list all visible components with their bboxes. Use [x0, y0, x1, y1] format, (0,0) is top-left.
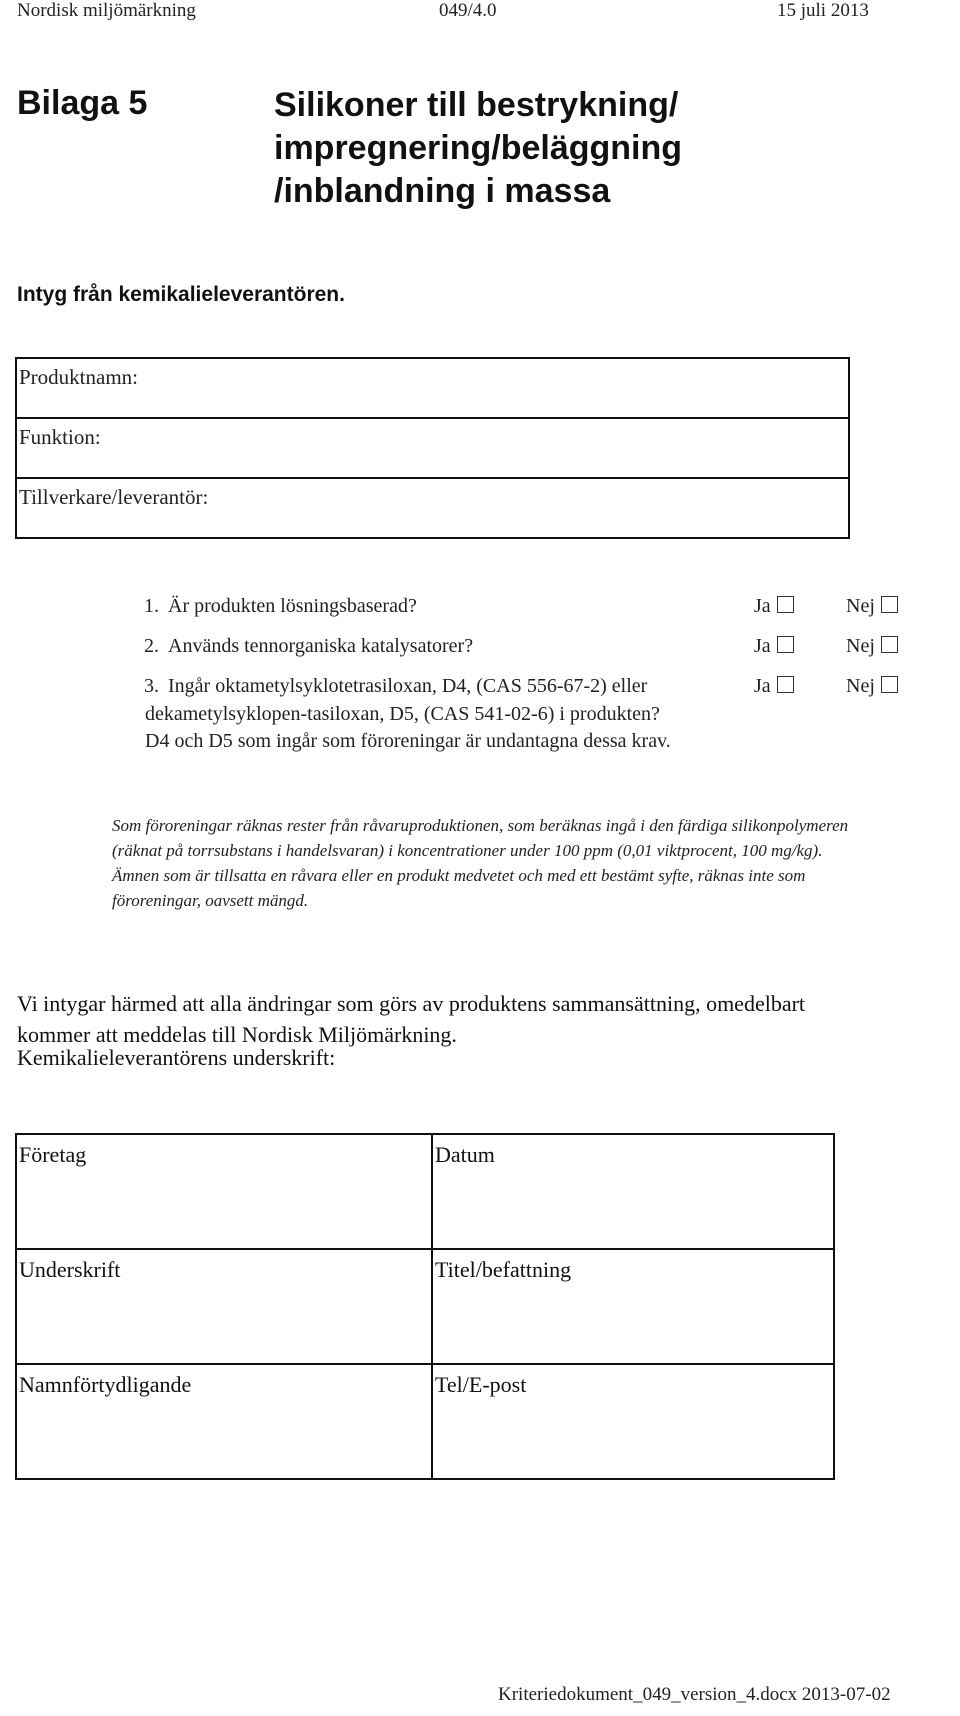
checkbox-icon[interactable] — [881, 596, 898, 613]
field-label: Titel/befattning — [435, 1257, 572, 1282]
question-number: 2. — [144, 635, 159, 657]
no-label: Nej — [846, 675, 875, 697]
phone-email-field[interactable] — [432, 1364, 834, 1479]
field-label: Namnförtydligande — [19, 1372, 192, 1397]
product-name-field[interactable] — [16, 358, 849, 418]
no-label: Nej — [846, 595, 875, 617]
question-exception-note: D4 och D5 som ingår som föroreningar är undantagna dessa krav. — [145, 730, 671, 752]
footer: Kriteriedokument_049_version_4.docx 2013-07-02 — [498, 1684, 891, 1705]
field-label: Tillverkare/leverantör: — [19, 485, 209, 509]
checkbox-icon[interactable] — [777, 676, 794, 693]
question-number: 3. — [144, 675, 159, 697]
product-info-table — [15, 357, 850, 539]
question-1 — [0, 595, 960, 625]
checkbox-icon[interactable] — [881, 676, 898, 693]
subtitle: Intyg från kemikalieleverantören. — [17, 283, 345, 306]
impurity-note — [112, 813, 922, 913]
title-position-field[interactable] — [432, 1249, 834, 1364]
signature-field[interactable] — [16, 1249, 432, 1364]
note-line: föroreningar, oavsett mängd. — [112, 891, 309, 910]
field-label: Datum — [435, 1142, 495, 1167]
answer-yes[interactable] — [754, 675, 794, 698]
question-number: 1. — [144, 595, 159, 617]
company-field[interactable] — [16, 1134, 432, 1249]
header-center: 049/4.0 — [439, 0, 497, 21]
declaration-line: Vi intygar härmed att alla ändringar som görs av produktens sammansättning, omedelbart — [17, 991, 806, 1016]
answer-no[interactable] — [846, 595, 898, 618]
checkbox-icon[interactable] — [777, 636, 794, 653]
field-label: Produktnamn: — [19, 365, 138, 389]
signature-heading: Kemikalieleverantörens underskrift: — [17, 1045, 336, 1070]
question-text: Ingår oktametylsyklotetrasiloxan, D4, (CAS 556-67-2) eller — [168, 675, 648, 697]
yes-label: Ja — [754, 635, 771, 657]
question-text-continued: dekametylsyklopen-tasiloxan, D5, (CAS 541-02-6) i produkten? — [145, 703, 660, 725]
title-line: /inblandning i massa — [274, 172, 611, 210]
declaration — [17, 988, 947, 1050]
title-line: impregnering/beläggning — [274, 129, 683, 167]
function-field[interactable] — [16, 418, 849, 478]
field-label: Funktion: — [19, 425, 101, 449]
header-right: 15 juli 2013 — [777, 0, 869, 21]
yes-label: Ja — [754, 675, 771, 697]
question-text: Är produkten lösningsbaserad? — [168, 595, 417, 617]
title-line: Silikoner till bestrykning/ — [274, 86, 679, 124]
answer-no[interactable] — [846, 635, 898, 658]
answer-no[interactable] — [846, 675, 898, 698]
answer-yes[interactable] — [754, 635, 794, 658]
field-label: Företag — [19, 1142, 87, 1167]
name-clarification-field[interactable] — [16, 1364, 432, 1479]
header-left: Nordisk miljömärkning — [17, 0, 196, 21]
question-text: Används tennorganiska katalysatorer? — [168, 635, 474, 657]
field-label: Tel/E-post — [435, 1372, 527, 1397]
yes-label: Ja — [754, 595, 771, 617]
note-line: (räknat på torrsubstans i handelsvaran) i koncentrationer under 100 ppm (0,01 viktprocent, 100 mg/kg). — [112, 841, 823, 860]
checkbox-icon[interactable] — [777, 596, 794, 613]
signature-table — [15, 1133, 835, 1480]
question-2 — [0, 635, 960, 665]
bilaga-label: Bilaga 5 — [17, 84, 148, 122]
note-line: Ämnen som är tillsatta en råvara eller en produkt medvetet och med ett bestämt syfte, räknas inte som — [112, 866, 806, 885]
note-line: Som föroreningar räknas rester från råvaruproduktionen, som beräknas ingå i den färdiga silikonpolymeren — [112, 816, 849, 835]
answer-yes[interactable] — [754, 595, 794, 618]
declaration-line: kommer att meddelas till Nordisk Miljömärkning. — [17, 1022, 457, 1047]
question-3 — [0, 675, 960, 765]
manufacturer-field[interactable] — [16, 478, 849, 538]
no-label: Nej — [846, 635, 875, 657]
checkbox-icon[interactable] — [881, 636, 898, 653]
field-label: Underskrift — [19, 1257, 121, 1282]
page-title — [274, 84, 682, 213]
date-field[interactable] — [432, 1134, 834, 1249]
